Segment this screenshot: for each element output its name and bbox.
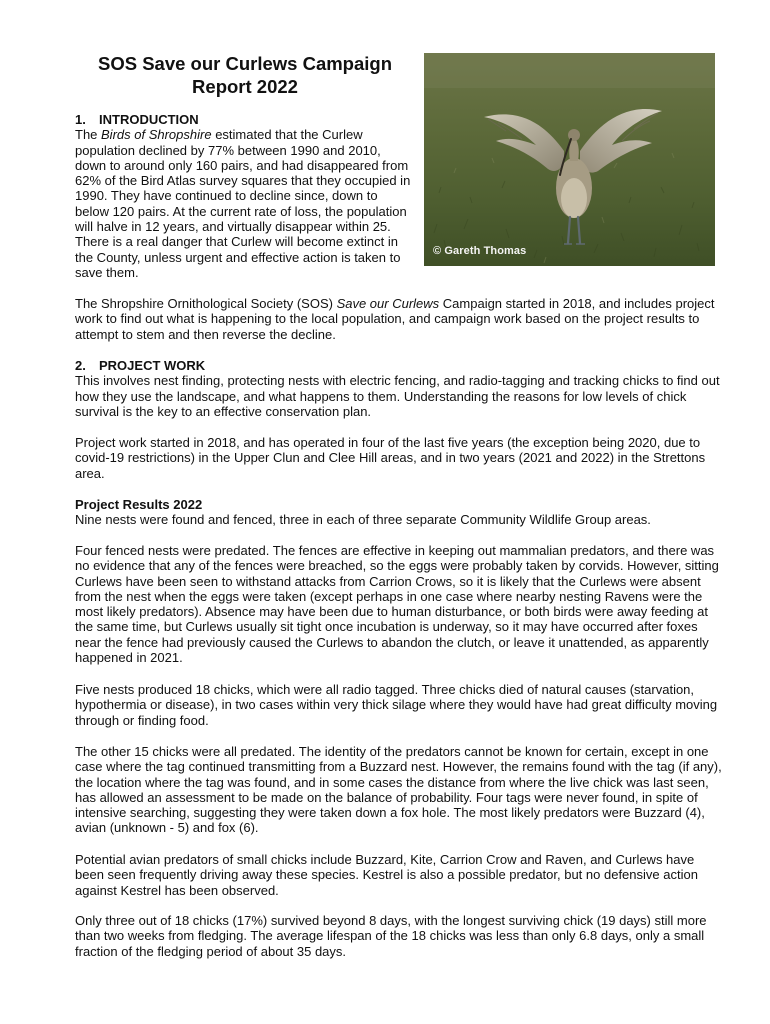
results-paragraph-2: Four fenced nests were predated. The fences are effective in keeping out mammalian predators, and there was no evidence that any of the fences were breached, so the eggs were probably taken by corvids. However, sitting Curlews have been seen to withstand attacks from Carrion Crows, so it is likely that the Curlews were absent from the nest when the eggs were taken (except perhaps in one case where nearby nesting Ravens were the most likely predators). Absence may have been due to human disturbance, or both birds were away feeding at the same time, but Curlews usually sit tight once incubation is underway, so it may have occurred after foxes near the fence had previously caused the Curlews to abandon the clutch, or leave it unattended, as apparently happened in 2021. bbox=[75, 543, 719, 666]
project-work-section bbox=[75, 358, 725, 419]
intro-section bbox=[75, 112, 415, 280]
project-paragraph-1: This involves nest finding, protecting nests with electric fencing, and radio-tagging and tracking chicks to find out how they use the landscape, and what happens to them. Understanding the reasons for low levels of chick survival is the key to an effective conservation plan. bbox=[75, 373, 720, 419]
book-title: Birds of Shropshire bbox=[101, 127, 212, 143]
intro-heading-text: INTRODUCTION bbox=[99, 112, 199, 127]
intro-text-rest: estimated that the Curlew population declined by 77% between 1990 and 2010, down to around only 160 pairs, and had disappeared from 62% of the Bird Atlas survey squares that they occupied in 1990. They have continued to decline since, down to below 120 pairs. At the current rate of loss, the population will halve in 12 years, and virtually disappear within 25. There is a real danger that Curlew will become extinct in the County, unless urgent and effective action is taken to save them. bbox=[75, 127, 411, 280]
report-title bbox=[70, 52, 420, 98]
intro-heading bbox=[75, 112, 415, 127]
project-heading-text: PROJECT WORK bbox=[99, 358, 206, 373]
project-heading bbox=[75, 358, 725, 373]
results-heading: Project Results 2022 bbox=[75, 497, 203, 512]
campaign-text-rest: Campaign started in 2018, and includes project work to find out what is happening to the local population, and campaign work based on the project results to attempt to stem and then reverse the decline. bbox=[75, 296, 715, 342]
results-section bbox=[75, 497, 725, 528]
curlew-photo bbox=[424, 53, 715, 266]
photo-credit: © Gareth Thomas bbox=[433, 245, 527, 257]
campaign-text-start: The Shropshire Ornithological Society (SOS) bbox=[75, 296, 337, 311]
results-paragraph-4: The other 15 chicks were all predated. The identity of the predators cannot be known for certain, except in one case where the tag continued transmitting from a Buzzard nest. However, the remains found with the tag (if any), the location where the tag was found, and in some cases the distance from where the live chick was last seen, has allowed an assessment to be made on the balance of probability. Four tags were never found, in spite of intensive searching, suggesting they were taken down a fox hole. The most likely predators were Buzzard (4), avian (unknown - 5) and fox (6). bbox=[75, 744, 722, 836]
title-line-1: SOS Save our Curlews Campaign bbox=[97, 53, 393, 74]
title-line-2: Report 2022 bbox=[192, 76, 298, 97]
intro-number: 1. bbox=[75, 112, 86, 127]
intro-text-start: The bbox=[75, 127, 102, 143]
campaign-paragraph bbox=[75, 296, 725, 342]
results-paragraph-6: Only three out of 18 chicks (17%) survived beyond 8 days, with the longest surviving chick (19 days) still more than two weeks from fledging. The average lifespan of the 18 chicks was less than only 6.8 days, only a small fraction of the fledging period of about 35 days. bbox=[75, 913, 707, 959]
results-paragraph-3: Five nests produced 18 chicks, which were all radio tagged. Three chicks died of natural causes (starvation, hypothermia or disease), in two cases within very thick silage where they would have had great difficulty moving through or finding food. bbox=[75, 682, 718, 728]
results-paragraph-1: Nine nests were found and fenced, three in each of three separate Community Wildlife Group areas. bbox=[75, 512, 651, 528]
results-paragraph-5: Potential avian predators of small chicks include Buzzard, Kite, Carrion Crow and Raven, and Curlews have been seen frequently driving away these species. Kestrel is also a possible predator, but no defensive action against Kestrel has been observed. bbox=[75, 852, 698, 898]
project-number: 2. bbox=[75, 358, 86, 373]
project-paragraph-2: Project work started in 2018, and has operated in four of the last five years (the exception being 2020, due to covid-19 restrictions) in the Upper Clun and Clee Hill areas, and in two years (2021 and 2022) in the Strettons area. bbox=[75, 435, 706, 481]
curlew-photo-image bbox=[424, 53, 715, 266]
campaign-name: Save our Curlews bbox=[336, 296, 440, 311]
